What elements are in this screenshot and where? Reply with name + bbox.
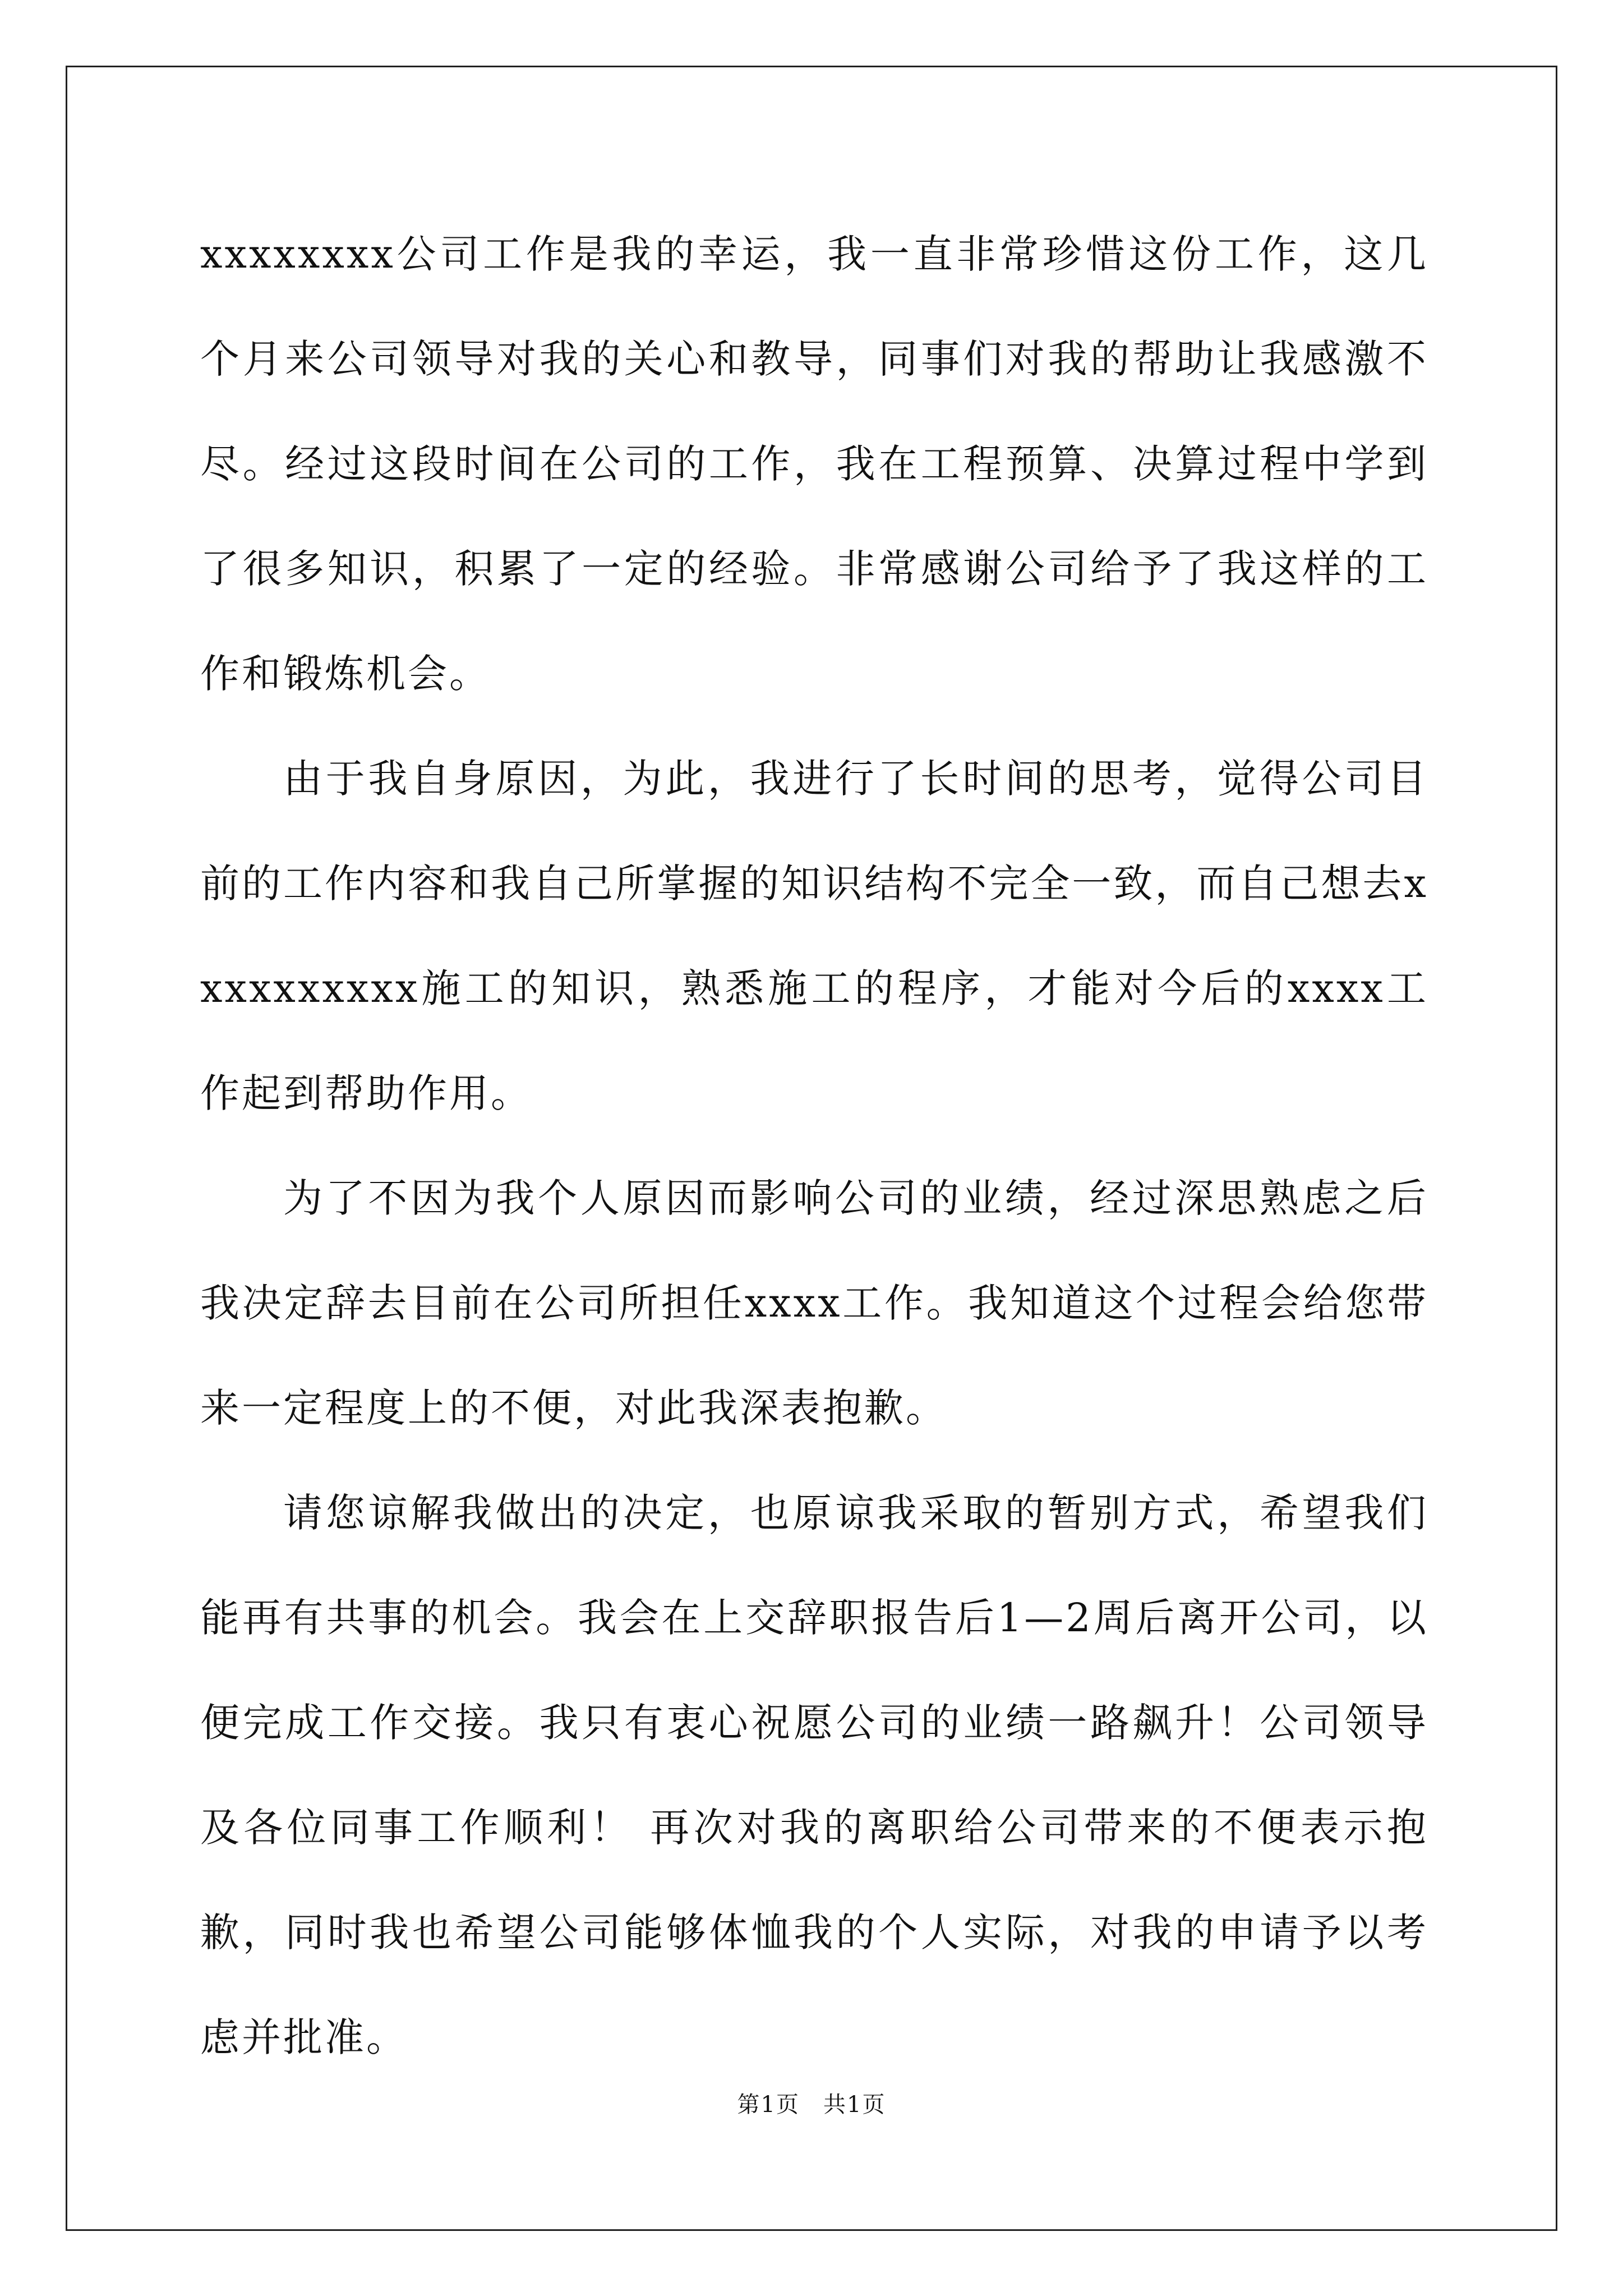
paragraph-3: 为了不因为我个人原因而影响公司的业绩，经过深思熟虑之后我决定辞去目前在公司所担任xxxx工作。我知道这个过程会给您带来一定程度上的不便，对此我深表抱歉。	[200, 1175, 1428, 1431]
page-number-footer: 第1页 共1页	[737, 2092, 886, 2118]
paragraph-4: 请您谅解我做出的决定，也原谅我采取的暂别方式，希望我们能再有共事的机会。我会在上交辞职报告后1—2周后离开公司，以便完成工作交接。我只有衷心祝愿公司的业绩一路飙升！公司领导及各位同事工作顺利！ 再次对我的离职给公司带来的不便表示抱歉，同时我也希望公司能够体恤我的个人实际，对我的申请予以考虑并批准。	[200, 1490, 1428, 2060]
paragraph-1: xxxxxxxx公司工作是我的幸运，我一直非常珍惜这份工作，这几个月来公司领导对我的关心和教导，同事们对我的帮助让我感激不尽。经过这段时间在公司的工作，我在工程预算、决算过程中学到了很多知识，积累了一定的经验。非常感谢公司给予了我这样的工作和锻炼机会。	[200, 231, 1428, 697]
paragraph-2: 由于我自身原因，为此，我进行了长时间的思考，觉得公司目前的工作内容和我自己所掌握的知识结构不完全一致，而自己想去xxxxxxxxxx施工的知识，熟悉施工的程序，才能对今后的xxxx工作起到帮助作用。	[200, 756, 1428, 1116]
document-body	[200, 202, 1428, 2090]
